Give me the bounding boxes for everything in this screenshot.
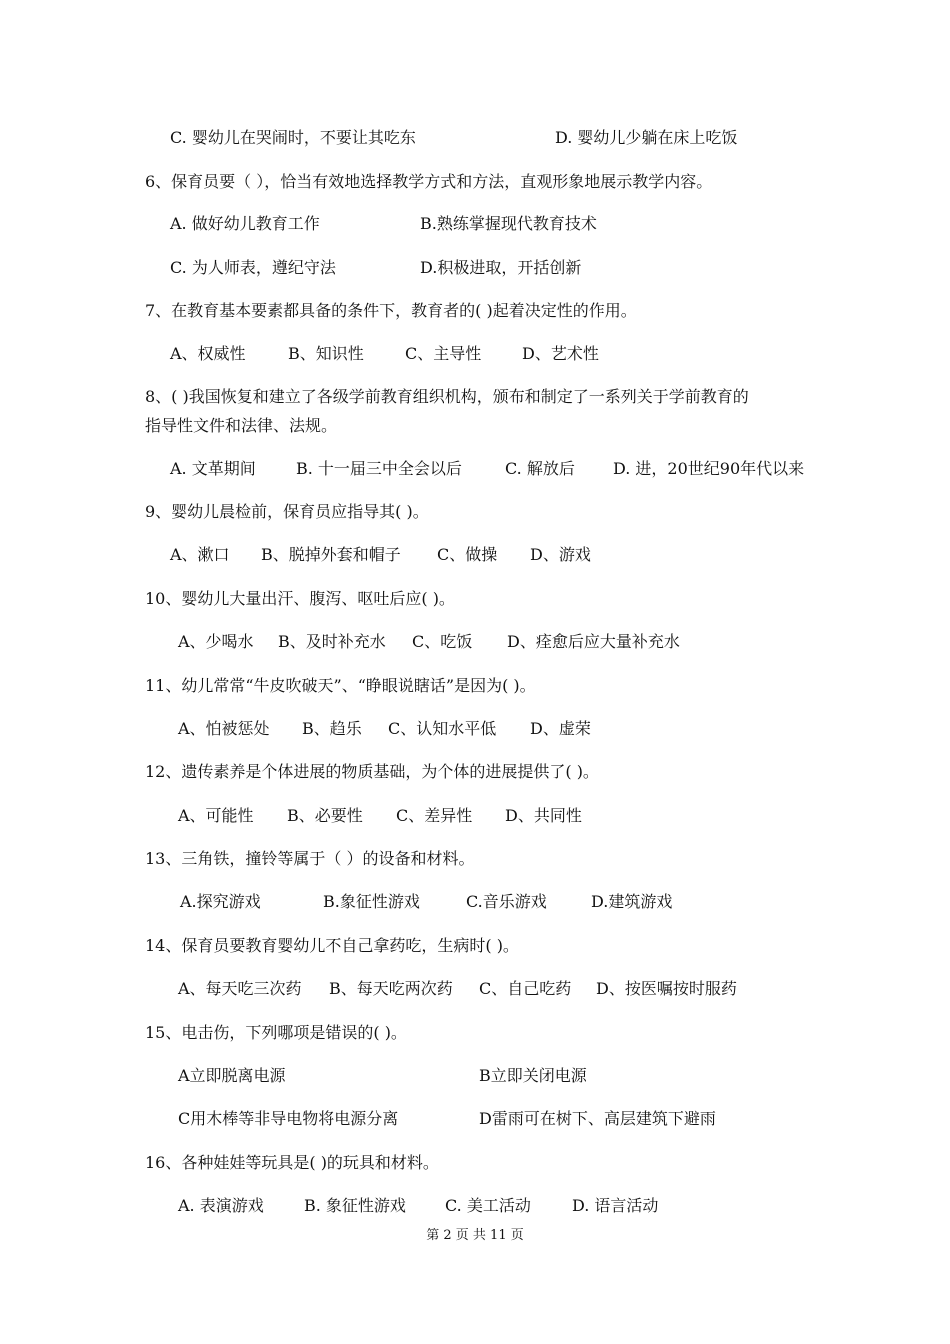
question-6: 6、保育员要（ ），恰当有效地选择教学方式和方法，直观形象地展示教学内容。: [145, 172, 713, 191]
option-b: B、必要性: [287, 806, 363, 825]
q10-options-row: [0, 632, 950, 652]
option-d: D、共同性: [505, 806, 582, 825]
option-d: D. 婴幼儿少躺在床上吃饭: [555, 128, 738, 147]
option-d: D、游戏: [530, 545, 591, 564]
option-d: D.建筑游戏: [591, 892, 673, 911]
question-8: 8、( )我国恢复和建立了各级学前教育组织机构，颁布和制定了一系列关于学前教育的: [145, 387, 749, 406]
option-c: C、差异性: [396, 806, 473, 825]
option-c: C.音乐游戏: [466, 892, 547, 911]
option-c: C、认知水平低: [388, 719, 497, 738]
q12-options-row: [0, 806, 950, 826]
option-a: A.探究游戏: [180, 892, 261, 911]
q5-options-row: [0, 128, 950, 148]
option-c: C、做操: [437, 545, 498, 564]
option-a: A. 文革期间: [170, 459, 256, 478]
option-a: A、可能性: [178, 806, 254, 825]
option-d: D、按医嘱按时服药: [596, 979, 737, 998]
q15-options-row-1: [0, 1066, 950, 1086]
option-b: B立即关闭电源: [479, 1066, 587, 1085]
question-10: 10、婴幼儿大量出汗、腹泻、呕吐后应( )。: [145, 589, 455, 608]
option-a: A. 做好幼儿教育工作: [170, 214, 320, 233]
option-b: B.象征性游戏: [323, 892, 420, 911]
option-c: C、吃饭: [412, 632, 473, 651]
option-d: D、痊愈后应大量补充水: [507, 632, 680, 651]
option-a: A、怕被惩处: [178, 719, 270, 738]
question-13: 13、三角铁，撞铃等属于（ ）的设备和材料。: [145, 849, 475, 868]
question-14: 14、保育员要教育婴幼儿不自己拿药吃，生病时( )。: [145, 936, 519, 955]
question-11: 11、幼儿常常“牛皮吹破天”、“睁眼说瞎话”是因为( )。: [145, 676, 536, 695]
option-b: B、知识性: [288, 344, 364, 363]
option-d: D.积极进取，开括创新: [420, 258, 582, 277]
option-d: D雷雨可在树下、高层建筑下避雨: [479, 1109, 716, 1128]
option-c: C. 为人师表，遵纪守法: [170, 258, 336, 277]
q9-options-row: [0, 545, 950, 565]
option-b: B、脱掉外套和帽子: [261, 545, 401, 564]
q13-options-row: [0, 892, 950, 912]
option-a: A、漱口: [170, 545, 230, 564]
q14-options-row: [0, 979, 950, 999]
option-b: B、每天吃两次药: [329, 979, 453, 998]
option-b: B. 象征性游戏: [304, 1196, 406, 1215]
option-c: C. 美工活动: [445, 1196, 531, 1215]
option-c: C. 解放后: [505, 459, 575, 478]
q16-options-row: [0, 1196, 950, 1216]
option-b: B、及时补充水: [278, 632, 386, 651]
option-d: D、艺术性: [522, 344, 599, 363]
q8-options-row: [0, 459, 950, 479]
option-d: D、虚荣: [530, 719, 591, 738]
question-12: 12、遗传素养是个体进展的物质基础，为个体的进展提供了( )。: [145, 762, 599, 781]
question-8-cont: 指导性文件和法律、法规。: [145, 416, 338, 435]
question-7: 7、在教育基本要素都具备的条件下，教育者的( )起着决定性的作用。: [145, 301, 637, 320]
option-c: C用木棒等非导电物将电源分离: [178, 1109, 399, 1128]
question-9: 9、婴幼儿晨检前，保育员应指导其( )。: [145, 502, 429, 521]
option-a: A、权威性: [170, 344, 246, 363]
q15-options-row-2: [0, 1109, 950, 1129]
option-a: A、每天吃三次药: [178, 979, 302, 998]
option-b: B、趋乐: [302, 719, 362, 738]
option-d: D. 语言活动: [572, 1196, 659, 1215]
option-a: A、少喝水: [178, 632, 254, 651]
option-c: C、主导性: [405, 344, 482, 363]
question-16: 16、各种娃娃等玩具是( )的玩具和材料。: [145, 1153, 439, 1172]
option-c: C. 婴幼儿在哭闹时，不要让其吃东: [170, 128, 416, 147]
option-b: B. 十一届三中全会以后: [296, 459, 462, 478]
option-c: C、自己吃药: [479, 979, 572, 998]
q6-options-row-2: [0, 258, 950, 278]
q7-options-row: [0, 344, 950, 364]
option-a: A立即脱离电源: [178, 1066, 286, 1085]
page-footer: 第 2 页 共 11 页: [426, 1228, 524, 1243]
q6-options-row-1: [0, 214, 950, 234]
option-b: B.熟练掌握现代教育技术: [420, 214, 597, 233]
option-d: D. 进，20世纪90年代以来: [613, 459, 805, 478]
option-a: A. 表演游戏: [178, 1196, 264, 1215]
question-15: 15、电击伤，下列哪项是错误的( )。: [145, 1023, 407, 1042]
q11-options-row: [0, 719, 950, 739]
